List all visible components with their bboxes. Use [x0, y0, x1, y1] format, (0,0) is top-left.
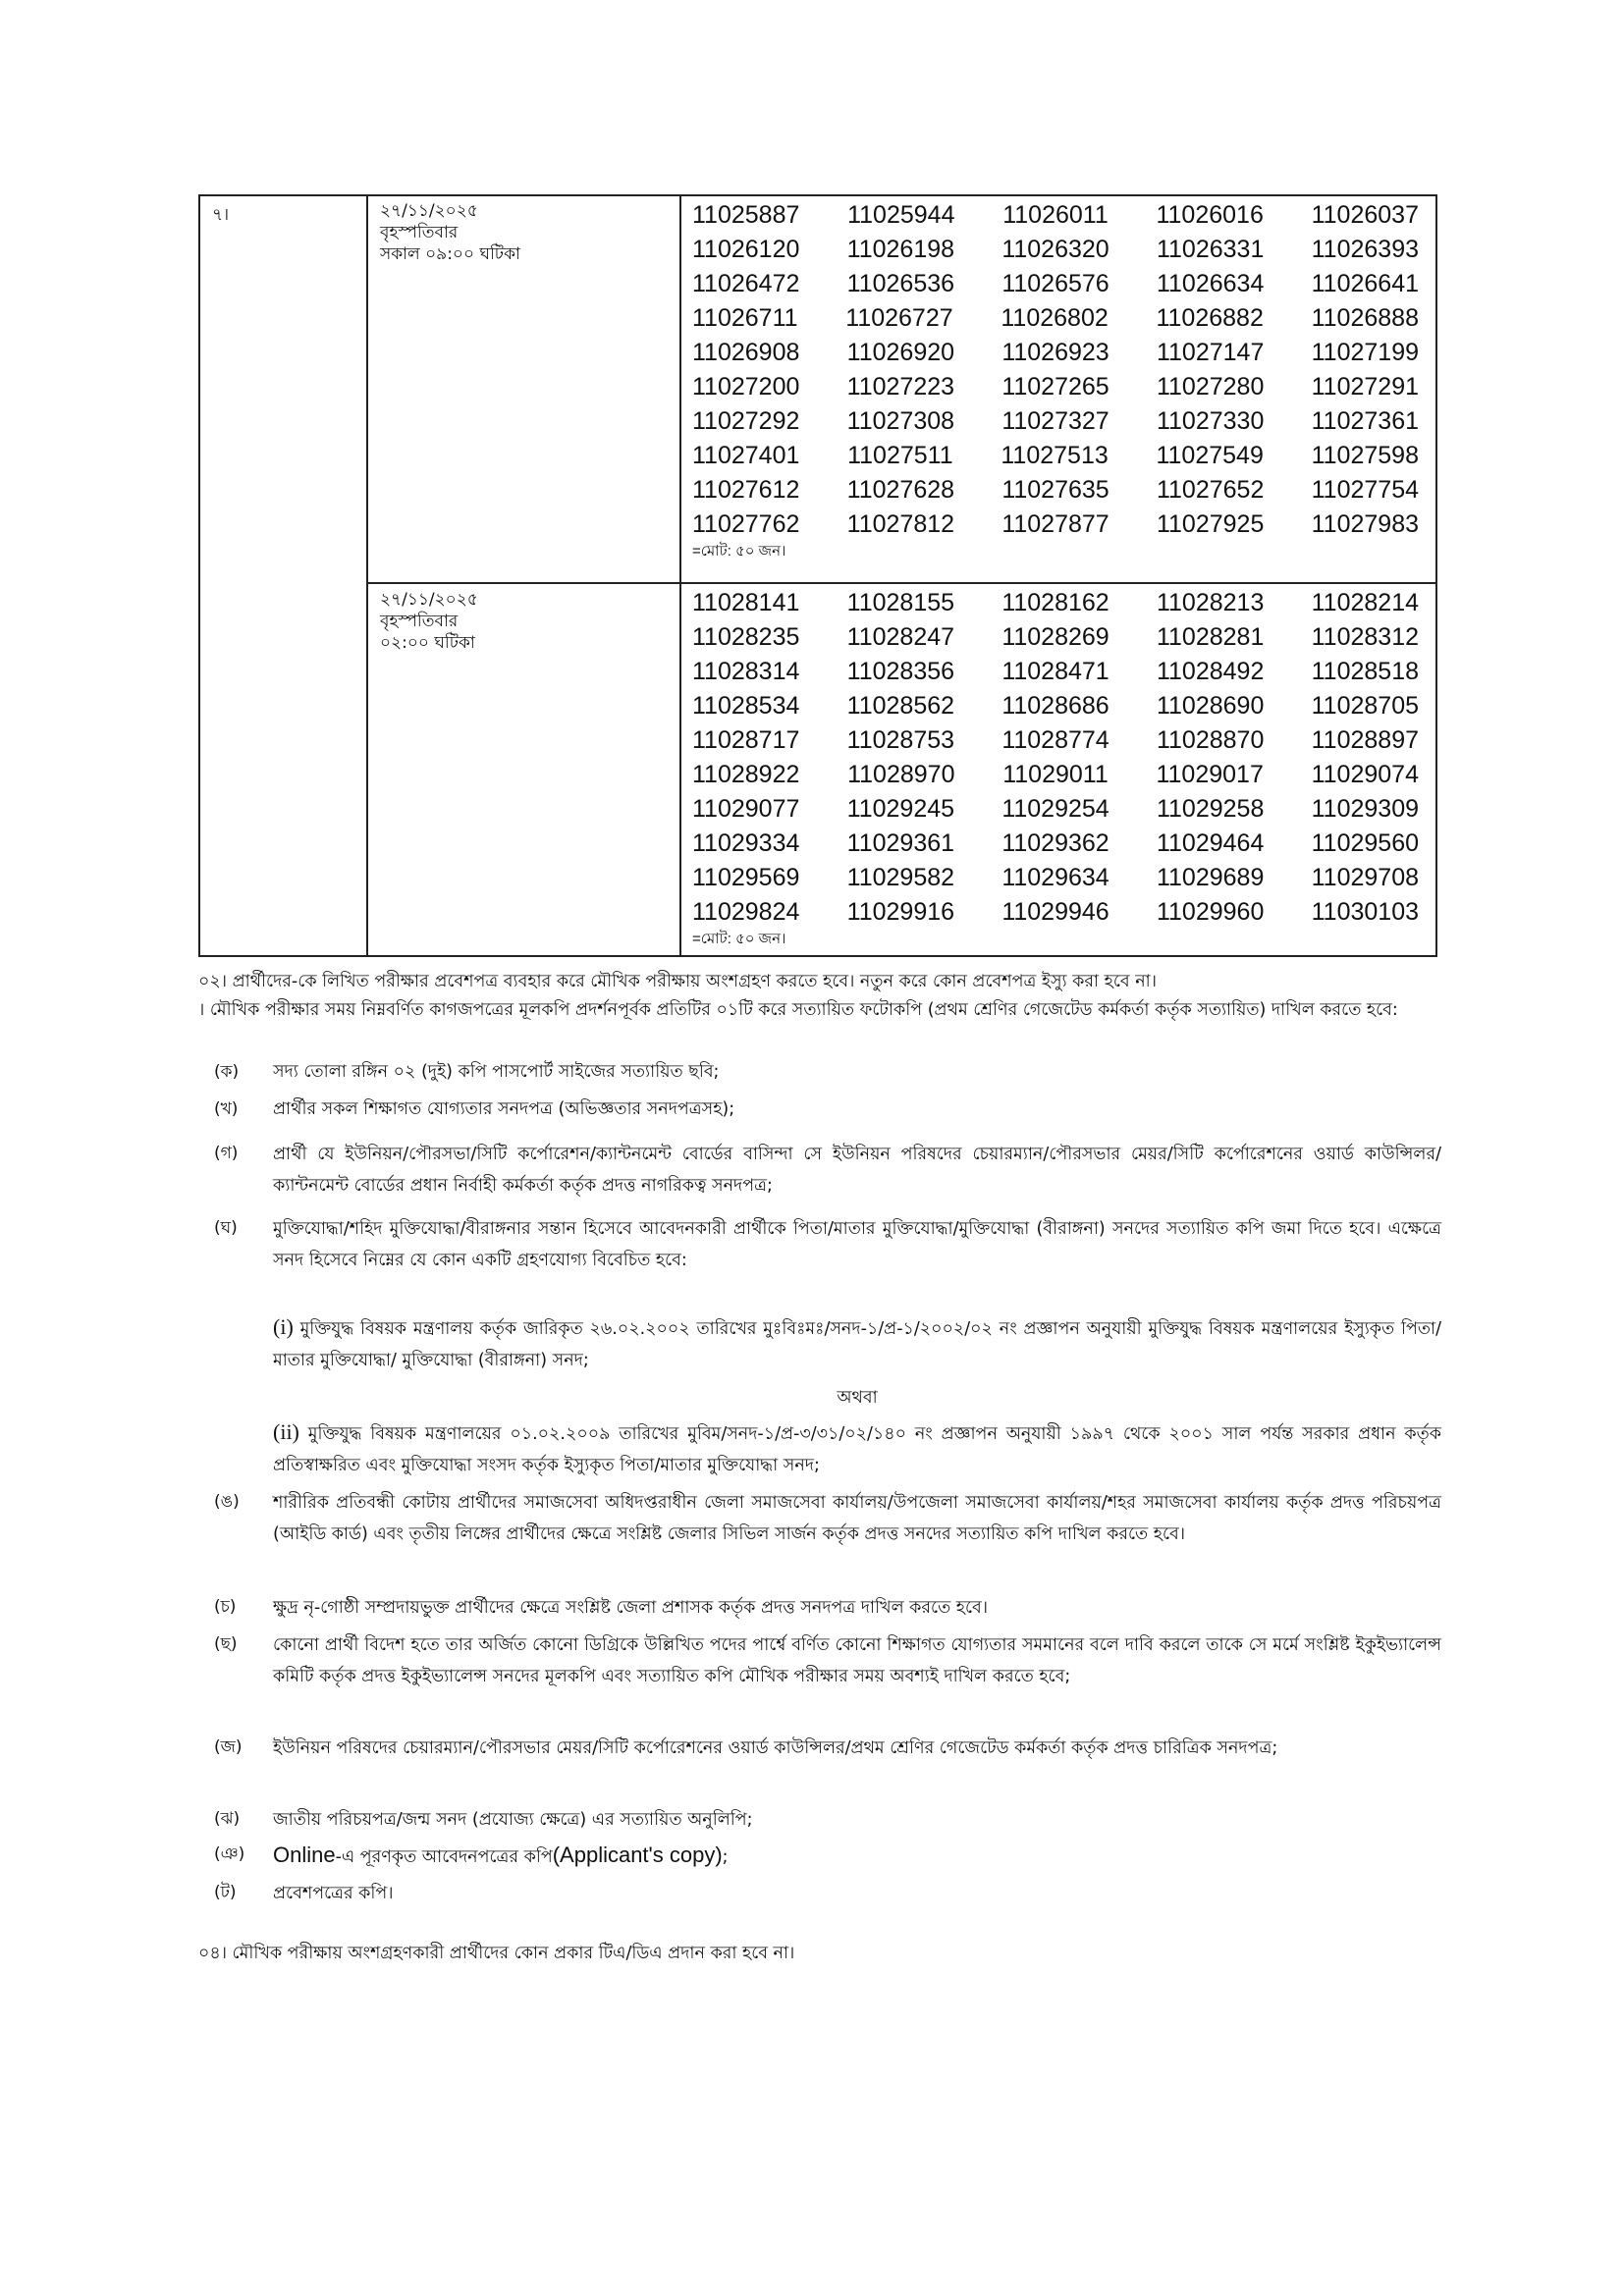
roll-number: 11029362	[1001, 829, 1109, 857]
item-kha: প্রার্থীর সকল শিক্ষাগত যোগ্যতার সনদপত্র (অভিজ্ঞতার সনদপত্রসহ);	[273, 1099, 735, 1119]
roll-number: 11026923	[1001, 339, 1109, 366]
sub-text: মুক্তিযুদ্ধ বিষয়ক মন্ত্রণালয়ের ০১.০২.২০০৯ তারিখের মুবিম/সনদ-১/প্র-৩/৩১/০২/১৪০ নং প্রজ্ঞাপন অনুযায়ী ১৯৯৭ থেকে ২০০১ সাল পর্যন্ত সরকার প্রধান কর্তৃক প্রতিস্বাক্ষরিত এবং মুক্তিযোদ্ধা সংসদ কর্তৃক ইস্যুকৃত পিতা/মাতার মুক্তিযোদ্ধা সনদ;	[273, 1424, 1441, 1475]
item-gha-sub-i	[273, 1311, 1441, 1376]
roll-number: 11026393	[1311, 236, 1419, 263]
roll-number: 11029258	[1156, 795, 1265, 823]
slot-date: ২৭/১১/২০২৫	[380, 590, 478, 610]
roll-number: 11025944	[847, 201, 955, 229]
roll-number: 11026198	[846, 236, 955, 263]
roll-number: 11029634	[1001, 864, 1109, 891]
roll-number: 11028686	[1001, 692, 1109, 720]
roll-number: 11027612	[692, 476, 800, 504]
roll-number: 11028562	[846, 692, 955, 720]
item-gha-sub-ii	[273, 1416, 1441, 1481]
roll-number: 11028534	[692, 692, 800, 720]
roll-number: 11028518	[1311, 658, 1419, 685]
roll-row	[692, 370, 1419, 404]
item-jha: জাতীয় পরিচয়পত্র/জন্ম সনদ (প্রযোজ্য ক্ষেত্রে) এর সত্যায়িত অনুলিপি;	[273, 1810, 753, 1830]
roll-number: 11026536	[846, 270, 955, 297]
roll-row	[692, 827, 1419, 861]
roll-row	[692, 689, 1419, 723]
roll-number: 11029824	[692, 898, 800, 926]
roll-row	[692, 723, 1419, 758]
roll-row	[692, 507, 1419, 542]
roll-row	[692, 404, 1419, 439]
roll-number: 11027925	[1156, 510, 1265, 538]
roll-row	[692, 301, 1419, 336]
roll-number: 11026802	[1001, 304, 1109, 332]
item-marker: (ট)	[214, 1883, 237, 1902]
roll-number: 11028870	[1156, 726, 1265, 754]
or-separator: অথবা	[837, 1388, 878, 1408]
roll-number: 11026641	[1311, 270, 1419, 297]
item-ja: ইউনিয়ন পরিষদের চেয়ারম্যান/পৌরসভার মেয়র/সিটি কর্পোরেশনের ওয়ার্ড কাউন্সিলর/প্রথম শ্রেণির গেজেটেড কর্মকর্তা কর্তৃক প্রদত্ত চারিত্রিক সনদপত্র;	[273, 1738, 1278, 1758]
item-gha: মুক্তিযোদ্ধা/শহিদ মুক্তিযোদ্ধা/বীরাঙ্গনার সন্তান হিসেবে আবেদনকারী প্রার্থীকে পিতা/মাতার মুক্তিযোদ্ধা/মুক্তিযোদ্ধা (বীরাঙ্গনা) সনদের সত্যায়িত কপি জমা দিতে হবে। এক্ষেত্রে সনদ হিসেবে নিম্নের যে কোন একটি গ্রহণযোগ্য বিবেচিত হবে:	[273, 1219, 1441, 1270]
roll-number: 11030103	[1311, 898, 1419, 926]
roll-number: 11026908	[692, 339, 800, 366]
item-marker: (ছ)	[214, 1634, 238, 1654]
roll-number: 11028753	[846, 726, 955, 754]
roll-number: 11028141	[692, 589, 800, 616]
roll-number: 11028492	[1156, 658, 1265, 685]
roll-number: 11029334	[692, 829, 800, 857]
item-cha: ক্ষুদ্র নৃ-গোষ্ঠী সম্প্রদায়ভুক্ত প্রার্থীদের ক্ষেত্রে সংশ্লিষ্ট জেলা প্রশাসক কর্তৃক প্রদত্ত সনদপত্র দাখিল করতে হবে।	[273, 1598, 988, 1618]
roll-row	[692, 861, 1419, 895]
item-chha: কোনো প্রার্থী বিদেশ হতে তার অর্জিত কোনো ডিগ্রিকে উল্লিখিত পদের পার্শ্বে বর্ণিত কোনো শিক্ষাগত যোগ্যতার সমমানের বলে দাবি করলে তাকে সে মর্মে সংশ্লিষ্ট ইকুইভ্যালেন্স কমিটি কর্তৃক প্রদত্ত ইকুইভ্যালেন্স সনদের মূলকপি এবং সত্যায়িত কপি মৌখিক পরীক্ষার সময় অবশ্যই দাখিল করতে হবে;	[273, 1635, 1441, 1686]
nya-end: ;	[722, 1847, 729, 1867]
roll-number: 11029582	[846, 864, 955, 891]
item-marker: (ক)	[214, 1062, 240, 1082]
item-marker: (খ)	[214, 1099, 239, 1119]
item-marker: (জ)	[214, 1737, 243, 1757]
roll-row	[692, 439, 1419, 473]
roll-number: 11027762	[692, 510, 800, 538]
roll-number: 11028214	[1311, 589, 1419, 616]
sub-text: মুক্তিযুদ্ধ বিষয়ক মন্ত্রণালয় কর্তৃক জারিকৃত ২৬.০২.২০০২ তারিখের মুঃবিঃমঃ/সনদ-১/প্র-১/২০০২/০২ নং প্রজ্ঞাপন অনুযায়ী মুক্তিযুদ্ধ বিষয়ক মন্ত্রণালয়ের ইস্যুকৃত পিতা/মাতার মুক্তিযোদ্ধা/ মুক্তিযোদ্ধা (বীরাঙ্গনা) সনদ;	[273, 1319, 1441, 1370]
roll-number: 11027401	[692, 442, 800, 469]
roll-number: 11026888	[1311, 304, 1419, 332]
roll-number: 11029309	[1311, 795, 1419, 823]
roll-number: 11026120	[692, 236, 800, 263]
roll-number: 11029017	[1156, 761, 1264, 788]
roll-number: 11027598	[1311, 442, 1419, 469]
roll-number: 11028162	[1001, 589, 1109, 616]
slot-date: ২৭/১১/২০২৫	[380, 201, 478, 221]
item-marker: (ঘ)	[214, 1218, 238, 1238]
roll-number: 11028235	[692, 623, 800, 651]
roll-row	[692, 233, 1419, 267]
roll-number: 11026882	[1156, 304, 1264, 332]
item-ta: প্রবেশপত্রের কপি।	[273, 1884, 394, 1903]
roll-number: 11027549	[1156, 442, 1264, 469]
roll-number: 11029074	[1311, 761, 1419, 788]
roll-list	[692, 586, 1419, 949]
table-col-divider	[366, 196, 368, 955]
roll-number: 11027147	[1156, 339, 1265, 366]
slot-day: বৃহস্পতিবার	[380, 223, 459, 242]
roll-number: 11029946	[1001, 898, 1109, 926]
roll-number: 11027812	[846, 510, 955, 538]
roll-number: 11028717	[692, 726, 800, 754]
roll-number: 11028155	[846, 589, 955, 616]
roll-number: 11025887	[692, 201, 800, 229]
item-nga: শারীরিক প্রতিবন্ধী কোটায় প্রার্থীদের সমাজসেবা অধিদপ্তরাধীন জেলা সমাজসেবা কার্যালয়/উপজেলা সমাজসেবা কার্যালয়/শহর সমাজসেবা কার্যালয় কর্তৃক প্রদত্ত পরিচয়পত্র (আইডি কার্ড) এবং তৃতীয় লিঙ্গের প্রার্থীদের ক্ষেত্রে সংশ্লিষ্ট জেলার সিভিল সার্জন কর্তৃক প্রদত্ত সনদের সত্যায়িত কপি দাখিল করতে হবে।	[273, 1493, 1441, 1544]
roll-number: 11026920	[846, 339, 955, 366]
roll-number: 11026331	[1156, 236, 1265, 263]
table-col-divider	[679, 196, 681, 955]
roll-number: 11028356	[846, 658, 955, 685]
roll-number: 11027635	[1001, 476, 1109, 504]
roll-number: 11029011	[1002, 761, 1109, 788]
roll-number: 11027200	[692, 373, 800, 400]
roll-number: 11026711	[692, 304, 798, 332]
roll-list	[692, 198, 1419, 561]
roll-number: 11028269	[1001, 623, 1109, 651]
roll-number: 11029689	[1156, 864, 1265, 891]
item-marker: (ঞ)	[214, 1844, 245, 1864]
roll-number: 11027361	[1311, 407, 1419, 435]
roll-number: 11026576	[1001, 270, 1109, 297]
roll-number: 11027308	[846, 407, 955, 435]
roll-number: 11028471	[1001, 658, 1109, 685]
online-word: Online	[273, 1842, 336, 1867]
item-marker: (ঝ)	[214, 1809, 241, 1829]
roll-number: 11028774	[1001, 726, 1109, 754]
item-marker: (ঙ)	[214, 1492, 240, 1512]
roll-row	[692, 792, 1419, 827]
roll-number: 11028213	[1156, 589, 1265, 616]
table-row-divider	[366, 582, 1435, 584]
item-marker: (গ)	[214, 1144, 239, 1163]
roll-number: 11026037	[1311, 201, 1419, 229]
item-nya	[273, 1840, 1441, 1873]
slot-time: সকাল ০৯:০০ ঘটিকা	[380, 244, 520, 264]
roll-row	[692, 758, 1419, 792]
roll-number: 11029560	[1311, 829, 1419, 857]
roll-number: 11029916	[846, 898, 955, 926]
roll-row	[692, 198, 1419, 233]
roll-number: 11026634	[1156, 270, 1265, 297]
roll-number: 11029960	[1156, 898, 1265, 926]
item-marker: (চ)	[214, 1597, 237, 1617]
item-ga: প্রার্থী যে ইউনিয়ন/পৌরসভা/সিটি কর্পোরেশন/ক্যান্টনমেন্ট বোর্ডের বাসিন্দা সে ইউনিয়ন পরিষদের চেয়ারম্যান/পৌরসভার মেয়র/সিটি কর্পোরেশনের ওয়ার্ড কাউন্সিলর/ক্যান্টনমেন্ট বোর্ডের প্রধান নির্বাহী কর্মকর্তা কর্তৃক প্রদত্ত নাগরিকত্ব সনদপত্র;	[273, 1145, 1441, 1196]
roll-number: 11029077	[692, 795, 800, 823]
roll-number: 11027327	[1001, 407, 1109, 435]
roll-number: 11028314	[692, 658, 800, 685]
roll-number: 11027513	[1001, 442, 1109, 469]
serial-number: ৭।	[212, 205, 230, 225]
roll-number: 11027628	[846, 476, 955, 504]
roll-number: 11026320	[1001, 236, 1109, 263]
roll-row	[692, 655, 1419, 689]
note-03: । মৌখিক পরীক্ষার সময় নিম্নবর্ণিত কাগজপত্রের মূলকপি প্রদর্শনপূর্বক প্রতিটির ০১টি করে সত্যায়িত ফটোকপি (প্রথম শ্রেণির গেজেটেড কর্মকর্তা কর্তৃক সত্যায়িত) দাখিল করতে হবে:	[198, 1000, 1398, 1020]
roll-number: 11028705	[1311, 692, 1419, 720]
roll-number: 11026472	[692, 270, 800, 297]
roll-row	[692, 336, 1419, 370]
viva-schedule-table	[198, 194, 1437, 957]
roll-number: 11027330	[1156, 407, 1265, 435]
roll-number: 11026011	[1002, 201, 1109, 229]
roll-number: 11027877	[1001, 510, 1109, 538]
roll-number: 11027292	[692, 407, 800, 435]
roll-number: 11029464	[1156, 829, 1265, 857]
slot-time: ০২:০০ ঘটিকা	[380, 633, 475, 653]
roll-row	[692, 895, 1419, 930]
roll-row	[692, 586, 1419, 620]
nya-text: -এ পূরণকৃত আবেদনপত্রের কপি	[335, 1847, 553, 1867]
roll-number: 11027754	[1311, 476, 1419, 504]
slot-total: =মোট: ৫০ জন।	[692, 543, 786, 560]
roll-number: 11028897	[1311, 726, 1419, 754]
roll-number: 11027291	[1311, 373, 1419, 400]
roll-number: 11028922	[692, 761, 800, 788]
slot-info	[380, 200, 520, 265]
roll-number: 11029254	[1001, 795, 1109, 823]
roll-number: 11028281	[1156, 623, 1265, 651]
roll-row	[692, 267, 1419, 301]
roll-number: 11026016	[1156, 201, 1264, 229]
note-02: ০২। প্রার্থীদের-কে লিখিত পরীক্ষার প্রবেশপত্র ব্যবহার করে মৌখিক পরীক্ষায় অংশগ্রহণ করতে হবে। নতুন করে কোন প্রবেশপত্র ইস্যু করা হবে না।	[198, 972, 1157, 991]
roll-number: 11027652	[1156, 476, 1265, 504]
roll-number: 11029708	[1311, 864, 1419, 891]
roll-number: 11028970	[847, 761, 955, 788]
roll-number: 11029245	[846, 795, 955, 823]
roll-number: 11028312	[1311, 623, 1419, 651]
roll-number: 11029361	[846, 829, 955, 857]
roll-number: 11026727	[845, 304, 953, 332]
roll-number: 11027280	[1156, 373, 1265, 400]
roll-row	[692, 473, 1419, 507]
roll-row	[692, 620, 1419, 655]
applicant-copy: (Applicant's copy)	[552, 1842, 723, 1867]
roll-number: 11028247	[846, 623, 955, 651]
sub-marker: (i)	[273, 1314, 294, 1339]
roll-number: 11027983	[1311, 510, 1419, 538]
note-04: ০৪। মৌখিক পরীক্ষায় অংশগ্রহণকারী প্রার্থীদের কোন প্রকার টিএ/ডিএ প্রদান করা হবে না।	[198, 1944, 795, 1963]
slot-day: বৃহস্পতিবার	[380, 612, 459, 631]
roll-number: 11027511	[847, 442, 953, 469]
roll-number: 11028690	[1156, 692, 1265, 720]
roll-number: 11029569	[692, 864, 800, 891]
sub-marker: (ii)	[273, 1419, 299, 1444]
roll-number: 11027223	[846, 373, 955, 400]
slot-info	[380, 589, 478, 654]
roll-number: 11027199	[1311, 339, 1419, 366]
roll-number: 11027265	[1001, 373, 1109, 400]
item-ka: সদ্য তোলা রঙ্গিন ০২ (দুই) কপি পাসপোর্ট সাইজের সত্যায়িত ছবি;	[273, 1062, 720, 1082]
slot-total: =মোট: ৫০ জন।	[692, 931, 786, 947]
